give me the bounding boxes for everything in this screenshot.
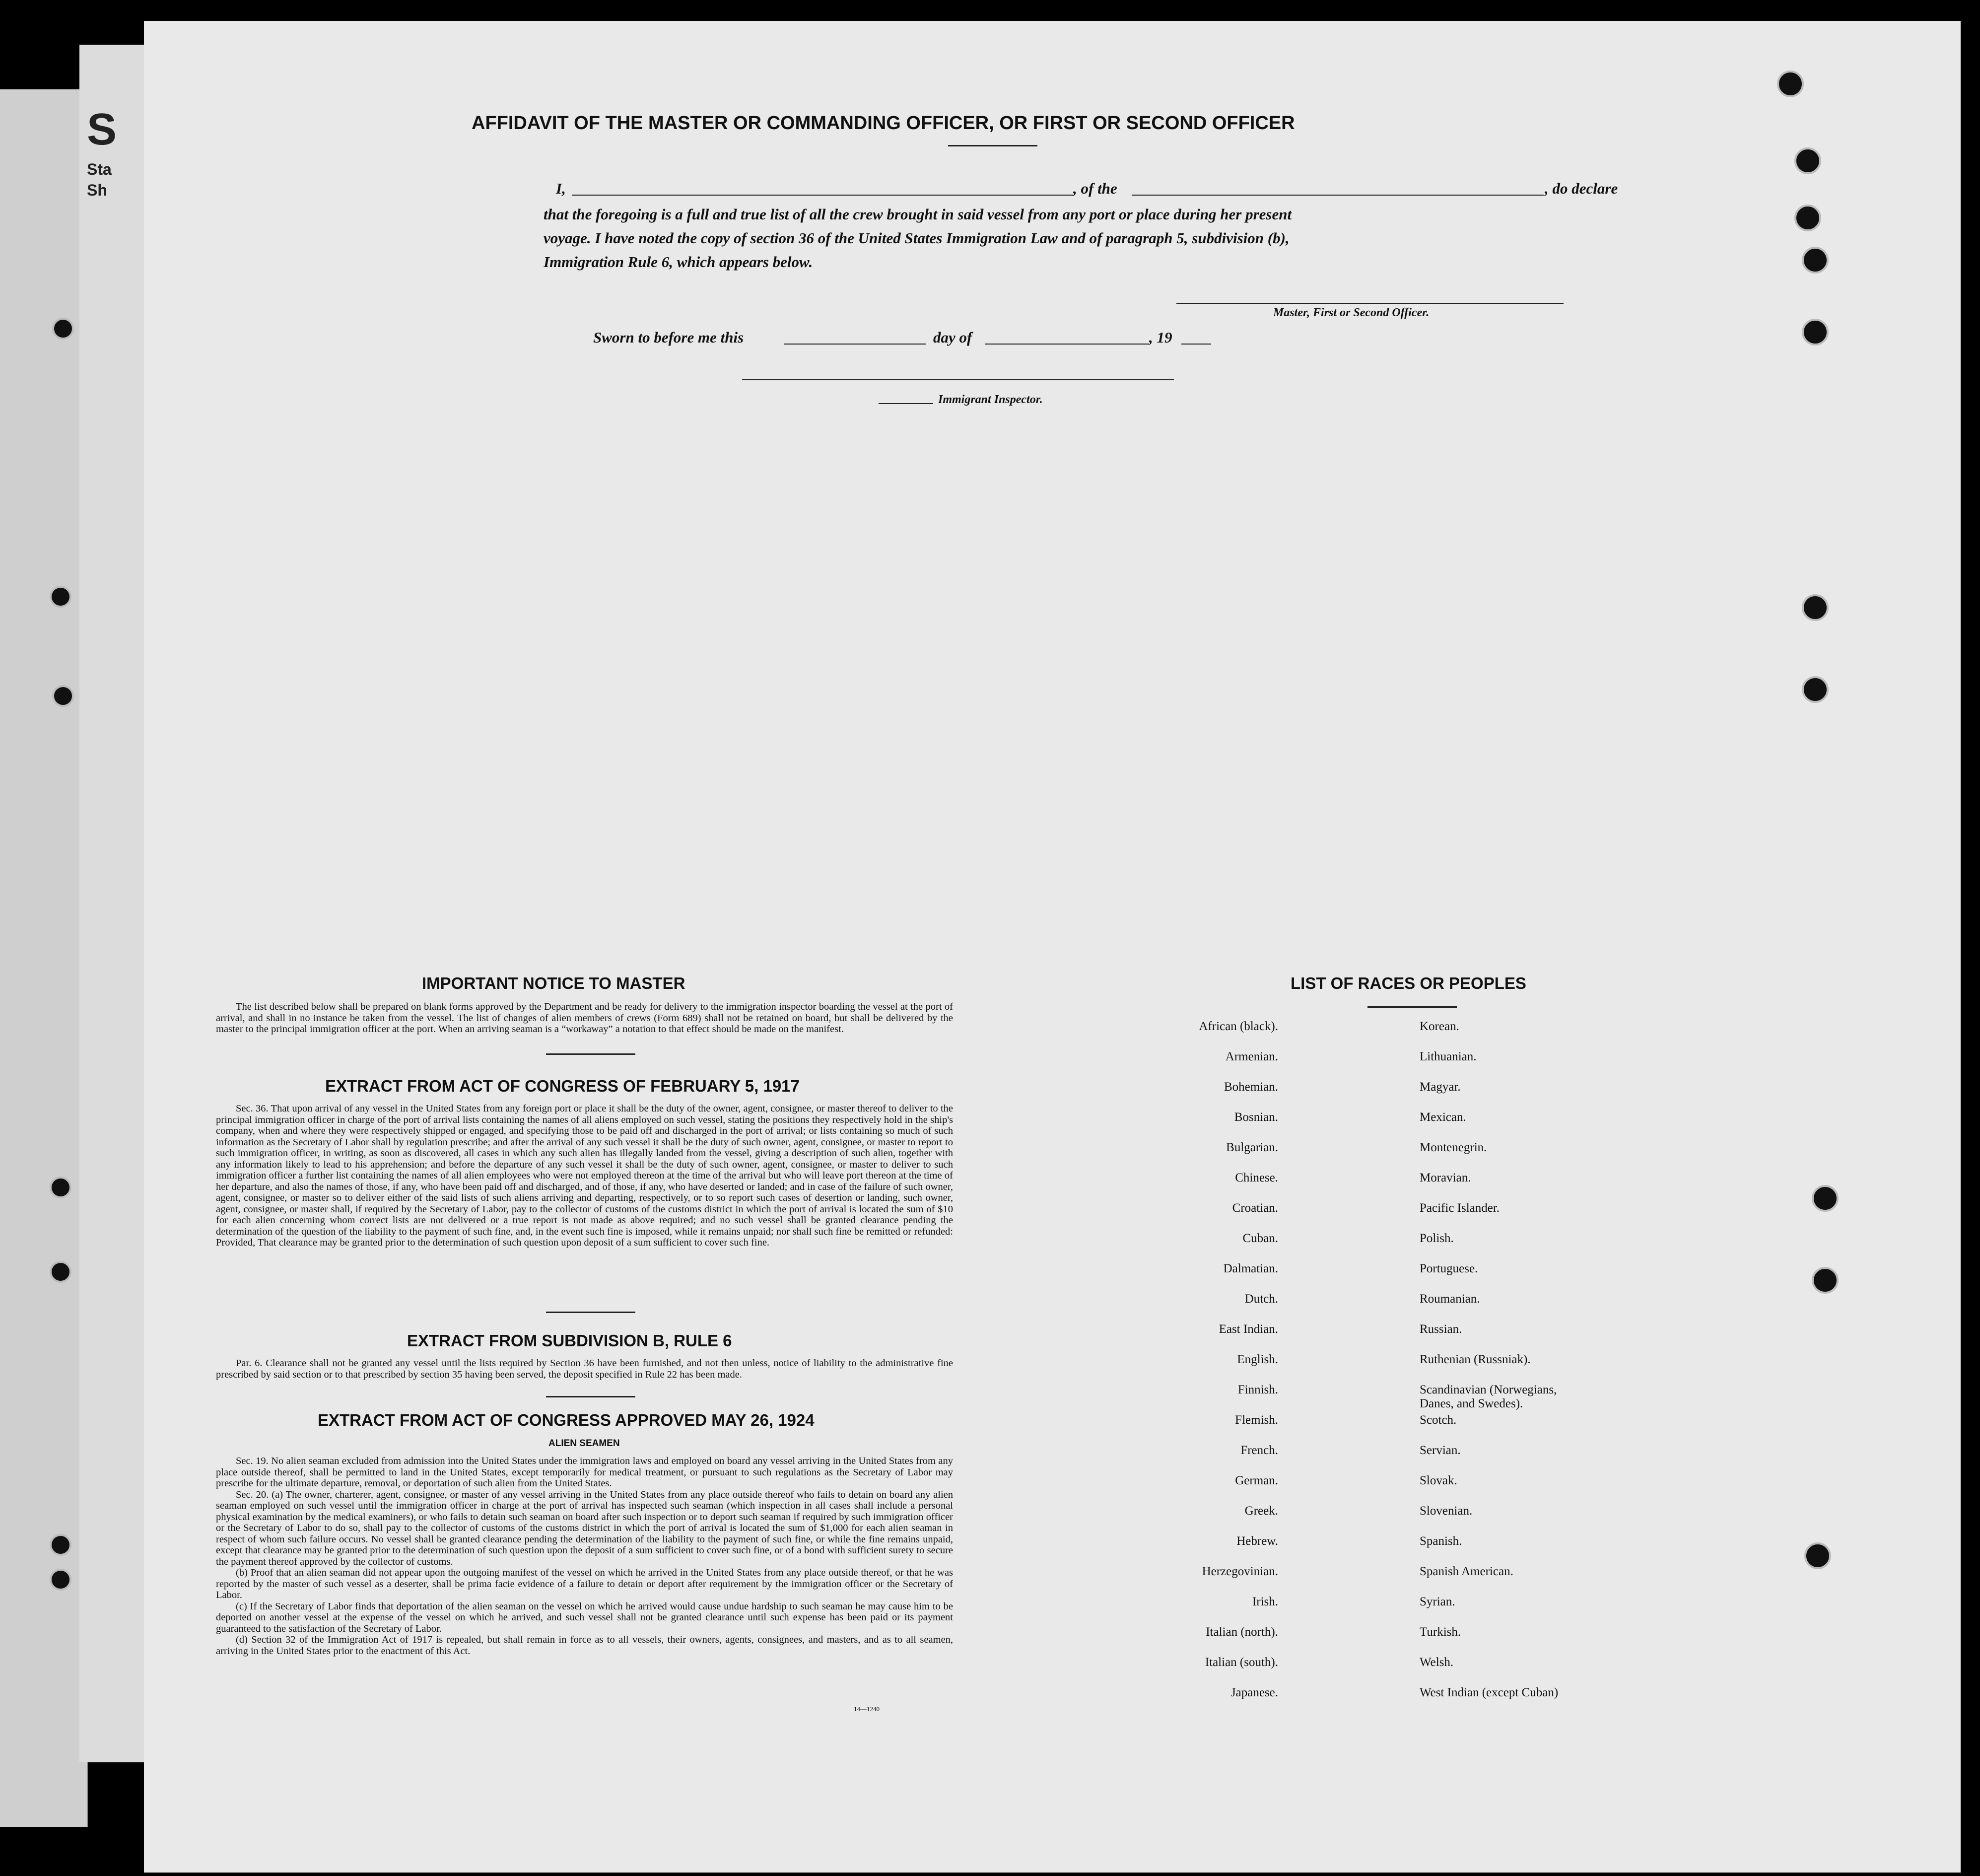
race-item: Dutch. — [1244, 1292, 1278, 1306]
race-item: Syrian. — [1420, 1595, 1455, 1608]
race-item: Chinese. — [1235, 1171, 1278, 1184]
race-item: Cuban. — [1242, 1232, 1278, 1245]
section-rule — [546, 1053, 635, 1055]
affidavit-title: AFFIDAVIT OF THE MASTER OR COMMANDING OFFICER, OR FIRST OR SECOND OFFICER — [472, 113, 1295, 134]
punch-hole — [1804, 1542, 1831, 1569]
inspector-caption: Immigrant Inspector. — [938, 393, 1043, 406]
inspector-rule — [879, 403, 933, 404]
race-item: Bulgarian. — [1226, 1141, 1278, 1154]
race-item: Servian. — [1420, 1444, 1461, 1457]
race-item: Danes, and Swedes). — [1420, 1397, 1523, 1410]
officer-signature-caption: Master, First or Second Officer. — [1273, 306, 1430, 319]
race-item: Croatian. — [1232, 1201, 1278, 1215]
race-item: Scandinavian (Norwegians, — [1420, 1383, 1557, 1396]
punch-hole — [1812, 1267, 1839, 1294]
sworn-label: Sworn to before me this — [593, 329, 744, 346]
race-item: German. — [1235, 1474, 1278, 1487]
extract-1924-title: EXTRACT FROM ACT OF CONGRESS APPROVED MAY 26, 1924 — [318, 1411, 815, 1429]
rule6-paragraph: Par. 6. Clearance shall not be granted any vessel until the lists required by Section 36 have been furnished, and not then unless, notice of liability to the administrative fine prescribed by said section or to that prescribed by section 35 having been served, the deposit specified in Rule 22 has been made. — [216, 1358, 953, 1380]
race-item: Greek. — [1244, 1504, 1278, 1518]
race-item: Lithuanian. — [1420, 1050, 1477, 1063]
race-item: Slovenian. — [1420, 1504, 1473, 1518]
race-item: Turkish. — [1420, 1625, 1461, 1639]
title-rule — [948, 145, 1037, 146]
officer-signature-line[interactable] — [1176, 303, 1564, 304]
race-item: French. — [1240, 1444, 1278, 1457]
affidavit-of-the: , of the — [1073, 180, 1117, 197]
race-item: African (black). — [1199, 1020, 1278, 1033]
punch-hole — [1812, 1185, 1839, 1212]
section-rule — [546, 1312, 635, 1313]
affidavit-line1: that the foregoing is a full and true list of all the crew brought in said vessel from any port or place during her present — [544, 206, 1292, 223]
race-item: Roumanian. — [1420, 1292, 1480, 1306]
race-item: English. — [1237, 1353, 1278, 1366]
punch-hole — [1794, 205, 1821, 231]
punch-hole — [52, 685, 74, 707]
notice-title: IMPORTANT NOTICE TO MASTER — [422, 974, 685, 992]
notice-paragraph: The list described below shall be prepared on blank forms approved by the Department and be ready for delivery to the immigration inspector boarding the vessel at the port of arrival, and shall in no instance be taken from the vessel. The list of changes of alien members of crews (Form 689) shall not be retained on board, but shall be delivered by the master to the principal immigration officer at the port. When an arriving seaman is a “workaway” a notation to that effect should be made on the manifest. — [216, 1001, 953, 1035]
races-rule — [1367, 1006, 1457, 1008]
race-item: Finnish. — [1237, 1383, 1278, 1396]
under-sheet-left — [0, 89, 88, 1827]
race-item: Portuguese. — [1420, 1262, 1478, 1275]
race-item: Korean. — [1420, 1020, 1459, 1033]
race-item: Spanish. — [1420, 1534, 1462, 1548]
race-item: Slovak. — [1420, 1474, 1457, 1487]
race-item: Welsh. — [1420, 1656, 1454, 1669]
form-number: 14—1240 — [854, 1705, 880, 1713]
edge-big-letter: S — [87, 105, 117, 154]
races-title: LIST OF RACES OR PEOPLES — [1291, 974, 1526, 992]
race-item: Pacific Islander. — [1420, 1201, 1500, 1215]
affidavit-line2: voyage. I have noted the copy of section 36 of the United States Immigration Law and of paragraph 5, subdivision (b), — [544, 229, 1290, 247]
punch-hole — [50, 1177, 71, 1198]
rule6-title: EXTRACT FROM SUBDIVISION B, RULE 6 — [407, 1331, 732, 1350]
race-item: Bohemian. — [1224, 1080, 1278, 1094]
punch-hole — [50, 1534, 71, 1556]
race-item: West Indian (except Cuban) — [1420, 1686, 1559, 1699]
race-item: Japanese. — [1230, 1686, 1278, 1699]
affidavit-do-declare: , do declare — [1545, 180, 1618, 197]
sworn-year-prefix: , 19 — [1149, 329, 1172, 346]
edge-line: Sta — [87, 160, 112, 178]
punch-hole — [1802, 247, 1829, 274]
race-item: Ruthenian (Russniak). — [1420, 1353, 1531, 1366]
rule6-body — [216, 1358, 953, 1380]
vessel-blank[interactable] — [1132, 195, 1544, 196]
punch-hole — [1794, 147, 1821, 174]
punch-hole — [50, 586, 71, 608]
race-item: Italian (north). — [1206, 1625, 1278, 1639]
race-item: East Indian. — [1219, 1322, 1278, 1336]
punch-hole — [50, 1261, 71, 1283]
race-item: Magyar. — [1420, 1080, 1461, 1094]
race-item: Herzegovinian. — [1202, 1565, 1278, 1578]
extract-1924-paragraph: (d) Section 32 of the Immigration Act of 1917 is repealed, but shall remain in force as to all vessels, their owners, agents, consignees, and masters, and as to all seamen, arriving in the United States prior to the enactment of this Act. — [216, 1634, 953, 1657]
punch-hole — [1777, 70, 1804, 97]
punch-hole — [1802, 676, 1829, 703]
extract-1924-paragraph: (b) Proof that an alien seaman did not appear upon the outgoing manifest of the vessel on which he arrived in the United States from any place outside thereof, or that he was reported by the master of such vessel as a deserter, shall be prima facie evidence of a failure to detain or deport after requirement by the immigration officer or the Secretary of Labor. — [216, 1567, 953, 1600]
race-item: Polish. — [1420, 1232, 1454, 1245]
extract-1917-paragraph: Sec. 36. That upon arrival of any vessel in the United States from any foreign port or place it shall be the duty of the owner, agent, consignee, or master thereof to deliver to the principal immigration officer in charge of the port of arrival lists containing the names of all aliens employed on such vessel, stating the positions they respectively hold in the ship's company, when and where they were respectively shipped or engaged, and specifying those to be paid off and discharged in the port of arrival; or lists containing so much of such information as the Secretary of Labor shall by regulation prescribe; and after the arrival of any such vessel it shall be the duty of such owner, agent, consignee, or master to report to such immigration officer, in writing, as soon as discovered, all cases in which any such alien has illegally landed from the vessel, giving a description of such alien, together with any information likely to lead to his apprehension; and before the departure of any such vessel it shall be the duty of such owner, agent, consignee, or master to deliver to such immigration officer a further list containing the names of all alien employees who were not employed thereon at the time of the arrival but who will leave port thereon at the time of her departure, and also the names of those, if any, who have been paid off and discharged, and of those, if any, who have deserted or landed; and in case of the failure of such owner, agent, consignee, or master so to deliver either of the said lists of such aliens arriving and departing, respectively, or to so report such cases of desertion or landing, such owner, agent, consignee, or master shall, if required by the Secretary of Labor, pay to the collector of customs of the customs district in which the port of arrival is located the sum of $10 for each alien concerning whom correct lists are not delivered or a true report is not made as above required; and no such vessel shall be granted clearance pending the determination of the question of the liability to the payment of such fine, and, in the event such fine is imposed, while it remains unpaid; nor shall such fine be remitted or refunded: Provided, That clearance may be granted prior to the determination of such question upon deposit of a sum sufficient to cover such fine. — [216, 1103, 953, 1248]
race-item: Mexican. — [1420, 1111, 1466, 1124]
sworn-month-blank[interactable] — [985, 344, 1149, 345]
sworn-year-blank[interactable] — [1181, 344, 1211, 345]
race-item: Flemish. — [1235, 1413, 1278, 1427]
edge-small-text — [87, 159, 112, 201]
manifest-back-page — [144, 21, 1961, 1873]
punch-hole — [1802, 594, 1829, 621]
inspector-signature-line[interactable] — [742, 379, 1174, 380]
race-item: Spanish American. — [1420, 1565, 1513, 1578]
notice-body — [216, 1001, 953, 1035]
extract-1924-paragraph: Sec. 19. No alien seaman excluded from admission into the United States under the immigration laws and employed on board any vessel arriving in the United States from any place outside thereof, shall be permitted to land in the United States, except temporarily for medical treatment, or pursuant to such regulations as the Secretary of Labor may prescribe for the ultimate departure, removal, or deportation of such alien from the United States. — [216, 1456, 953, 1489]
name-blank[interactable] — [572, 195, 1073, 196]
affidavit-i-label: I, — [556, 180, 566, 197]
punch-hole — [1802, 319, 1829, 346]
race-item: Scotch. — [1420, 1413, 1457, 1427]
sworn-day-of: day of — [933, 329, 972, 346]
section-rule — [546, 1396, 635, 1397]
extract-1917-body — [216, 1103, 953, 1249]
race-item: Dalmatian. — [1223, 1262, 1278, 1275]
race-item: Armenian. — [1225, 1050, 1278, 1063]
race-item: Moravian. — [1420, 1171, 1471, 1184]
extract-1924-body — [216, 1456, 953, 1657]
affidavit-line3: Immigration Rule 6, which appears below. — [544, 253, 813, 271]
race-item: Russian. — [1420, 1322, 1462, 1336]
extract-1924-paragraph: Sec. 20. (a) The owner, charterer, agent, consignee, or master of any vessel arriving in the United States from any place outside thereof who fails to detain on board any alien seaman employed on such vessel until the immigration officer in charge at the port of arrival has inspected such seaman (which inspection in all cases shall include a personal physical examination by the medical examiners), or who fails to detain such seaman on board after such inspection or to deport such seaman if required by such immigration officer or the Secretary of Labor to do so, shall pay to the collector of customs of the customs district in which the port of arrival is located the sum of $1,000 for each alien seaman in respect of whom such failure occurs. No vessel shall be granted clearance pending the determination of the liability to the payment of such fine, or while the fine remains unpaid, except that clearance may be granted prior to the determination of such question upon the deposit of a sum sufficient to cover such fine, or of a bond with sufficient surety to secure the payment thereof approved by the collector of customs. — [216, 1489, 953, 1567]
punch-hole — [52, 318, 74, 340]
sworn-day-blank[interactable] — [784, 344, 926, 345]
race-item: Bosnian. — [1234, 1111, 1278, 1124]
race-item: Montenegrin. — [1420, 1141, 1487, 1154]
race-item: Irish. — [1252, 1595, 1278, 1608]
race-item: Hebrew. — [1236, 1534, 1278, 1548]
alien-seamen-subtitle: ALIEN SEAMEN — [548, 1438, 620, 1449]
edge-line: Sh — [87, 181, 107, 199]
extract-1917-title: EXTRACT FROM ACT OF CONGRESS OF FEBRUARY 5, 1917 — [325, 1077, 800, 1095]
race-item: Italian (south). — [1205, 1656, 1278, 1669]
punch-hole — [50, 1569, 71, 1591]
extract-1924-paragraph: (c) If the Secretary of Labor finds that deportation of the alien seaman on the vessel on which he arrived would cause undue hardship to such seaman he may cause him to be deported on another vessel at the expense of the vessel on which he arrived, and such vessel shall not be granted clearance until such expense has been paid or its payment guaranteed to the satisfaction of the Secretary of Labor. — [216, 1600, 953, 1634]
